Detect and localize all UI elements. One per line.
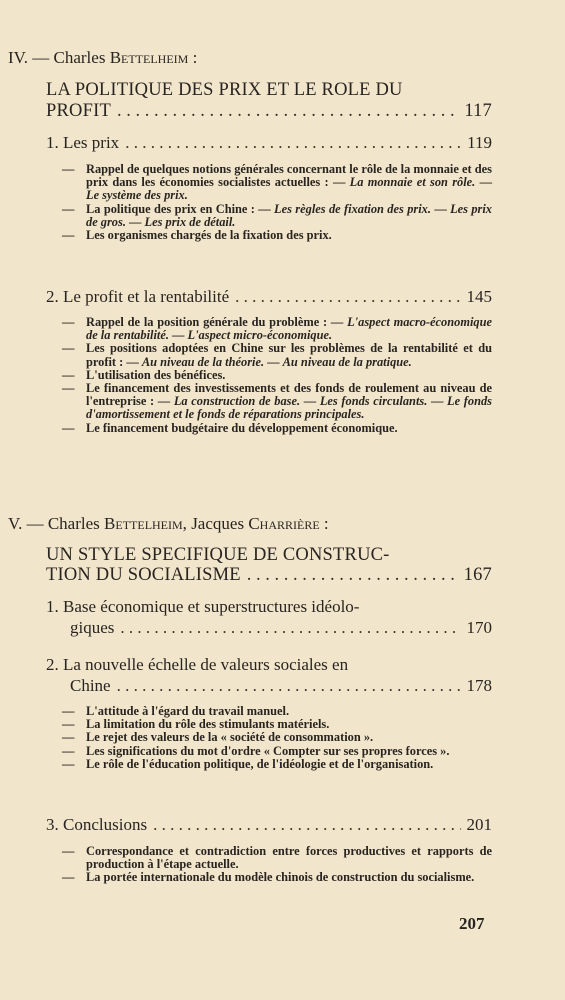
item-dash: — <box>62 367 75 382</box>
entry-label: giques <box>70 618 115 637</box>
heading-colon: : <box>323 514 329 533</box>
subitem-text: Les positions adoptées en Chine sur les problèmes de la rentabilité et du profit : — Au niveau de la théorie. — Au niveau de la pratique. <box>86 341 492 369</box>
item-dash: — <box>62 730 75 745</box>
subitem-text: La politique des prix en Chine : — Les règles de fixation des prix. — Les prix de gros. — Les prix de détail. <box>86 201 492 229</box>
item-dash: — <box>62 743 75 758</box>
entry-label: Chine <box>70 676 111 695</box>
subitem-text: Le financement des investissements et des fonds de roulement au niveau de l'entreprise : — La construction de base. — Les fonds circulants. — Le fonds d'amortissement et le fonds de réparations principales. <box>86 381 492 422</box>
subitem <box>62 316 492 342</box>
entry-label: 2. Le profit et la rentabilité <box>46 287 230 306</box>
leader-dots <box>117 676 461 696</box>
subitem <box>62 163 492 203</box>
entry-label: 3. Conclusions <box>46 815 148 834</box>
item-dash: — <box>62 870 75 885</box>
toc-entry-nouvelle-echelle-line1[interactable]: 2. La nouvelle échelle de valeurs sociales en <box>46 655 349 674</box>
toc-entry-conclusions[interactable] <box>46 815 492 835</box>
item-dash: — <box>62 201 75 216</box>
toc-entry-les-prix[interactable] <box>46 133 492 153</box>
subitem-text: Le rejet des valeurs de la « société de consommation ». <box>86 730 374 745</box>
subitem-text: La limitation du rôle des stimulants matériels. <box>86 717 330 732</box>
subitem <box>62 871 492 884</box>
item-dash: — <box>62 162 75 176</box>
entry-page-number: 170 <box>466 618 492 637</box>
item-dash: — <box>62 704 75 718</box>
subitem <box>62 382 492 422</box>
subitem <box>62 845 492 871</box>
title-continuation: PROFIT <box>46 101 111 121</box>
leader-dots <box>247 565 458 586</box>
second-author-last-name: Charrière <box>248 514 320 533</box>
toc-entry-base-economique[interactable] <box>70 618 492 638</box>
section-v-number: V. — <box>8 514 44 533</box>
subitem-text: Les organismes chargés de la fixation des prix. <box>86 228 332 243</box>
subitem-text: Le financement budgétaire du développement économique. <box>86 420 398 435</box>
entry-page-number: 119 <box>467 133 492 152</box>
page-number: 207 <box>459 914 485 933</box>
nouvelle-echelle-subitems <box>62 705 492 771</box>
item-dash: — <box>62 228 75 243</box>
subitem-text: L'attitude à l'égard du travail manuel. <box>86 704 290 718</box>
conclusions-subitems <box>62 845 492 885</box>
subitem-text: Le rôle de l'éducation politique, de l'idéologie et de l'organisation. <box>86 756 434 771</box>
entry-label: 1. Les prix <box>46 133 120 152</box>
title-page-number: 167 <box>463 565 492 585</box>
section-iv-title-line2 <box>46 101 492 122</box>
second-author-first-name: Jacques <box>191 514 245 533</box>
subitem <box>62 203 492 229</box>
title-continuation: TION DU SOCIALISME <box>46 565 241 585</box>
author-last-name: Bettelheim <box>109 48 189 67</box>
title-page-number: 117 <box>464 101 492 121</box>
section-iv-title-line1: LA POLITIQUE DES PRIX ET LE ROLE DU <box>46 80 403 100</box>
subitem <box>62 758 492 771</box>
subitem <box>62 422 492 435</box>
subitem-text: L'utilisation des bénéfices. <box>86 367 226 382</box>
leader-dots <box>235 287 460 307</box>
item-dash: — <box>62 844 75 858</box>
leader-dots <box>125 133 461 153</box>
toc-entry-nouvelle-echelle[interactable] <box>70 676 492 696</box>
entry-page-number: 201 <box>466 815 492 834</box>
heading-colon: : <box>192 48 198 67</box>
item-dash: — <box>62 381 75 396</box>
item-dash: — <box>62 315 75 329</box>
section-iv-number: IV. — <box>8 48 50 67</box>
leader-dots <box>117 101 458 122</box>
subitem-text: Les significations du mot d'ordre « Compter sur ses propres forces ». <box>86 743 450 758</box>
author-first-name: Charles <box>53 48 106 67</box>
subitem <box>62 229 492 242</box>
profit-subitems <box>62 316 492 435</box>
subitem-text: La portée internationale du modèle chinois de construction du socialisme. <box>86 870 475 885</box>
item-dash: — <box>62 341 75 356</box>
subitem-text: Correspondance et contradiction entre forces productives et rapports de production à l'étape actuelle. <box>86 844 492 872</box>
item-dash: — <box>62 717 75 732</box>
toc-entry-profit-rentabilite[interactable] <box>46 287 492 307</box>
section-v-title-line1: UN STYLE SPECIFIQUE DE CONSTRUC- <box>46 545 390 565</box>
leader-dots <box>120 618 460 638</box>
subitem-text: Rappel de quelques notions générales concernant le rôle de la monnaie et des prix dans les économies socialistes actuelles : — La monnaie et son rôle. — Le système des prix. <box>86 162 492 203</box>
toc-entry-base-economique-line1[interactable]: 1. Base économique et superstructures idéolo- <box>46 597 360 616</box>
section-iv-heading <box>8 48 197 68</box>
author-last-name: Bettelheim, <box>104 514 187 533</box>
leader-dots <box>153 815 460 835</box>
section-v-title-line2 <box>46 565 492 586</box>
author-first-name: Charles <box>47 514 100 533</box>
item-dash: — <box>62 420 75 435</box>
item-dash: — <box>62 756 75 771</box>
section-v-heading <box>8 514 329 534</box>
entry-page-number: 178 <box>466 676 492 695</box>
entry-page-number: 145 <box>466 287 492 306</box>
les-prix-subitems <box>62 163 492 242</box>
subitem-text: Rappel de la position générale du problème : — L'aspect macro-économique de la rentabilité. — L'aspect micro-économique. <box>86 315 492 343</box>
subitem <box>62 342 492 368</box>
